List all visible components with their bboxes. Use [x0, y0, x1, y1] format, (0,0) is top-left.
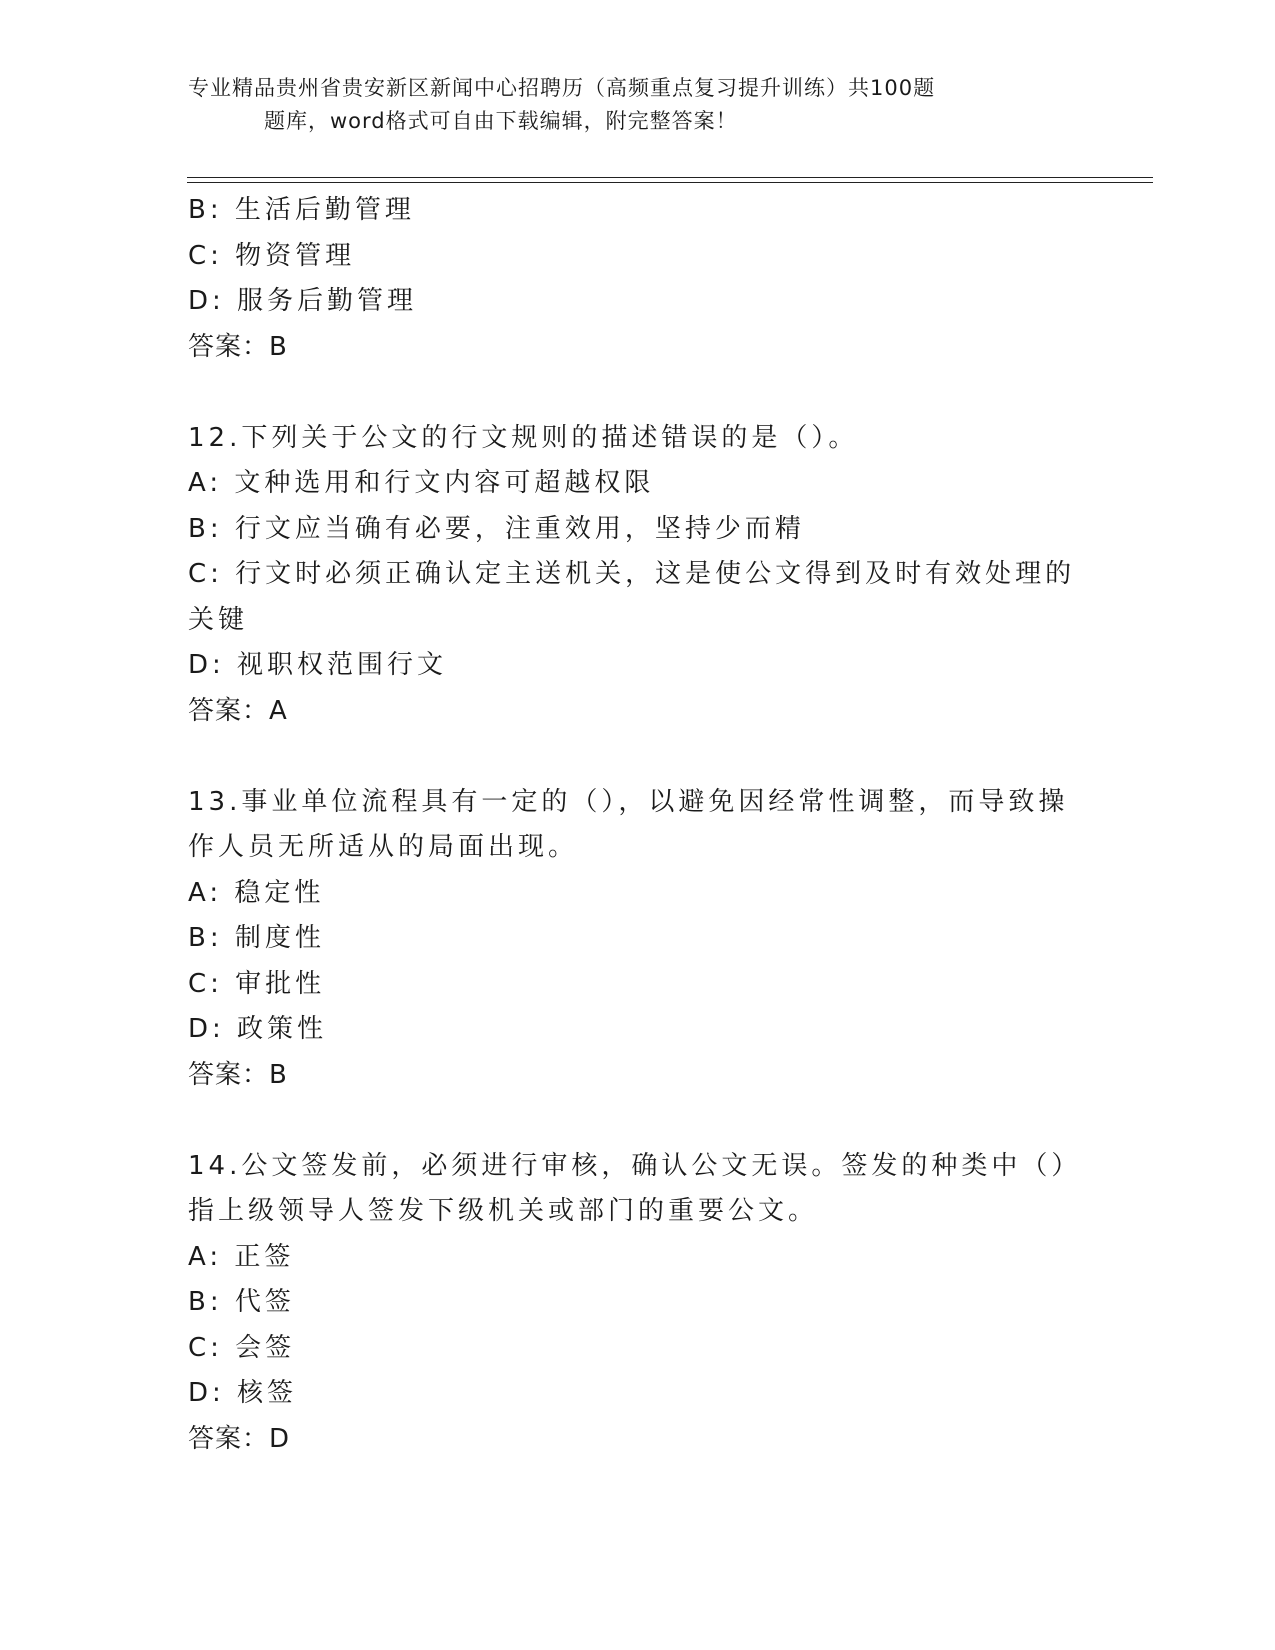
- spacer: [188, 370, 1088, 416]
- question-stem: 13.事业单位流程具有一定的（），以避免因经常性调整，而导致操作人员无所适从的局面出现。: [188, 786, 1069, 862]
- option-c: C: 审批性: [188, 968, 326, 999]
- header-title-line1: 专业精品贵州省贵安新区新闻中心招聘历（高频重点复习提升训练）共100题: [188, 76, 936, 100]
- answer-label: 答案：D: [188, 1423, 291, 1454]
- question-12: [188, 416, 1088, 735]
- answer-label: 答案：B: [188, 1059, 288, 1090]
- spacer: [188, 1098, 1088, 1144]
- option-b: B: 生活后勤管理: [188, 195, 415, 225]
- question-list: [188, 188, 1088, 1462]
- question-11-tail: [188, 188, 1088, 370]
- option-b: B: 代签: [188, 1287, 295, 1317]
- option-a: A: 文种选用和行文内容可超越权限: [188, 468, 655, 498]
- option-d: D: 视职权范围行文: [188, 650, 448, 680]
- question-stem: 14.公文签发前，必须进行审核，确认公文无误。签发的种类中（）指上级领导人签发下级机关或部门的重要公文。: [188, 1150, 1082, 1226]
- option-d: D: 政策性: [188, 1014, 328, 1044]
- option-d: D: 核签: [188, 1378, 298, 1408]
- header-rule-bottom: [187, 182, 1153, 183]
- spacer: [188, 734, 1088, 780]
- option-b: B: 制度性: [188, 923, 325, 953]
- question-13: [188, 780, 1088, 1099]
- header-title-line2: 题库，word格式可自由下载编辑，附完整答案！: [264, 109, 738, 133]
- option-c: C: 行文时必须正确认定主送机关，这是使公文得到及时有效处理的关键: [188, 559, 1076, 635]
- option-c: C: 物资管理: [188, 240, 356, 271]
- document-header: [188, 72, 1048, 138]
- header-rule-top: [187, 177, 1153, 178]
- option-a: A: 稳定性: [188, 877, 325, 908]
- option-a: A: 正签: [188, 1241, 295, 1272]
- answer-label: 答案：A: [188, 695, 288, 726]
- option-d: D: 服务后勤管理: [188, 286, 418, 316]
- question-14: [188, 1144, 1088, 1463]
- question-stem: 12.下列关于公文的行文规则的描述错误的是（）。: [188, 422, 859, 453]
- option-b: B: 行文应当确有必要，注重效用，坚持少而精: [188, 513, 805, 544]
- option-c: C: 会签: [188, 1332, 296, 1363]
- answer-label: 答案：B: [188, 331, 288, 362]
